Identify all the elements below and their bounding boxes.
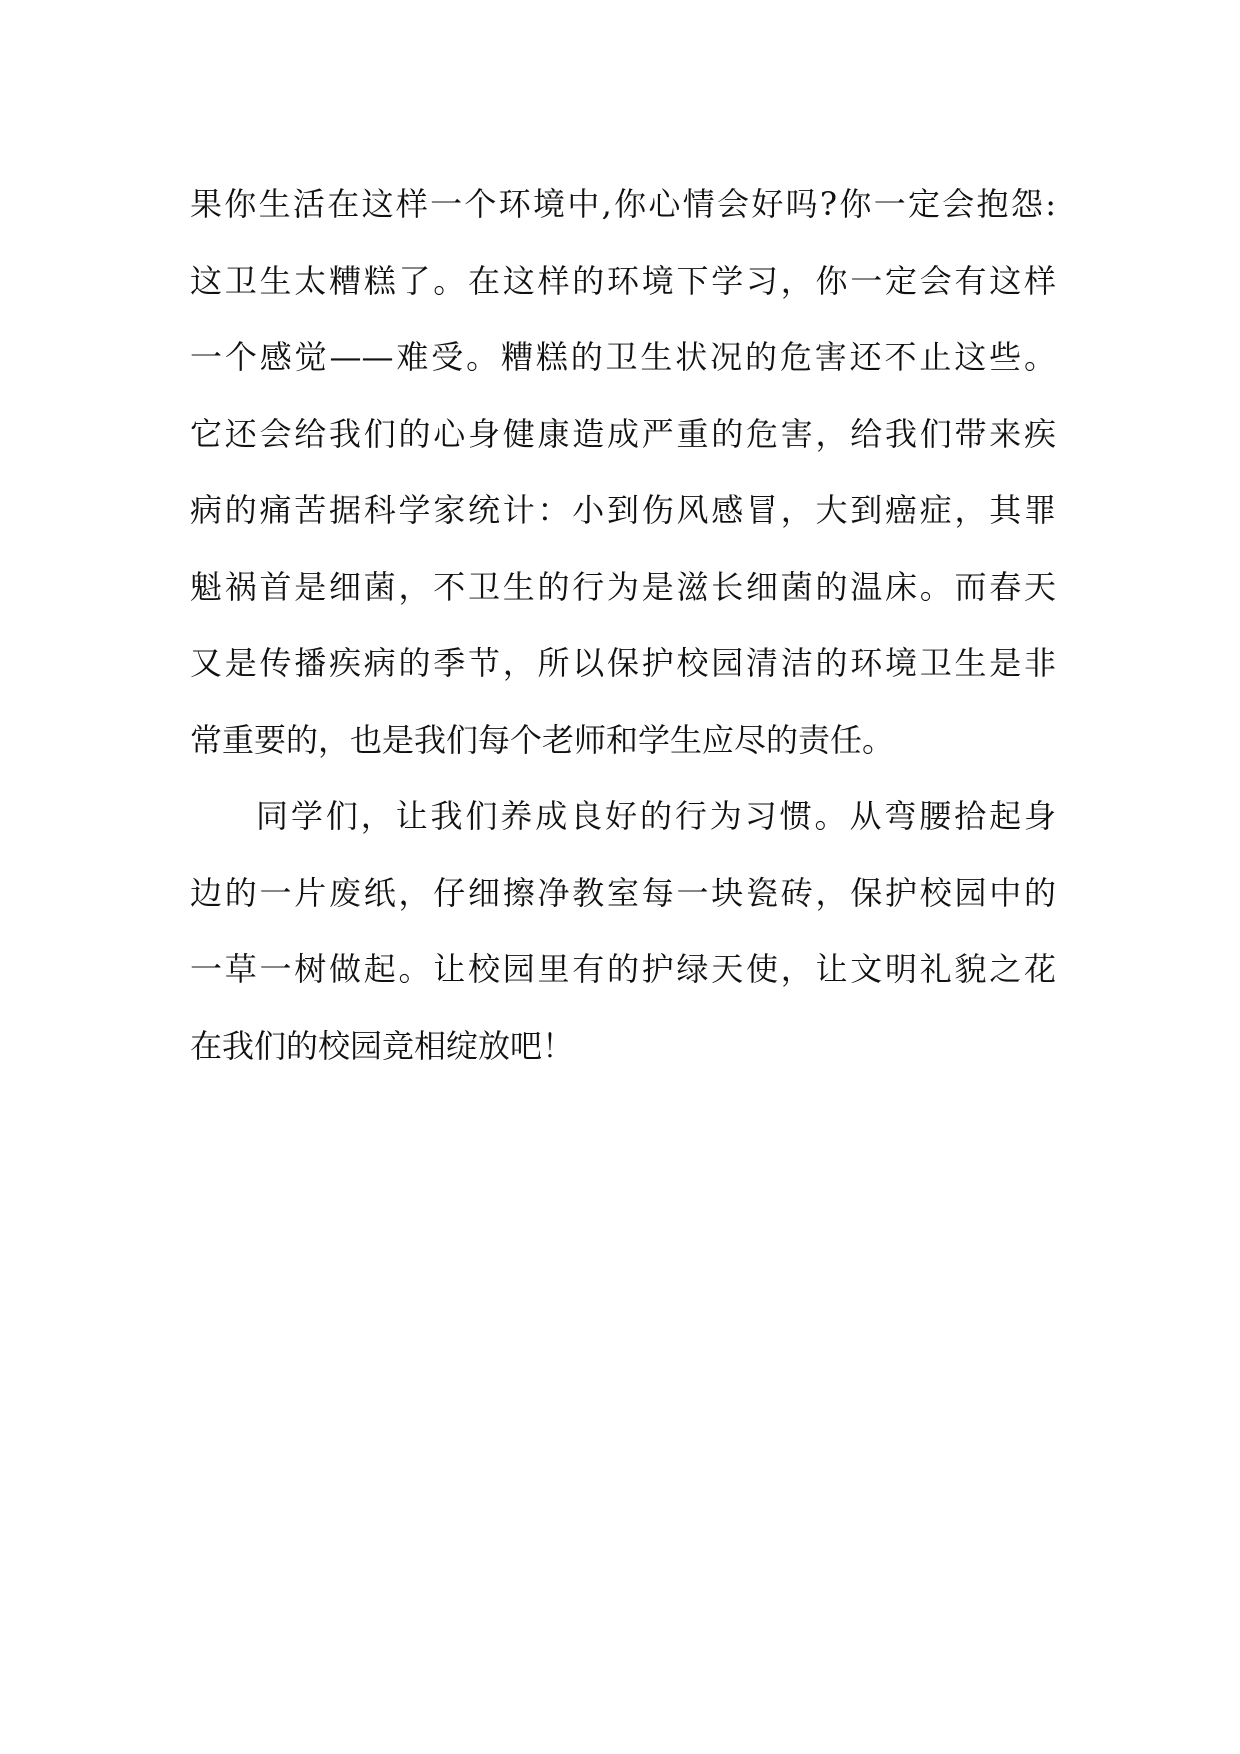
paragraph-1: [190, 166, 1056, 778]
text-line: 病的痛苦据科学家统计：小到伤风感冒，大到癌症，其罪: [190, 491, 1056, 529]
text-line: 一个感觉——难受。糟糕的卫生状况的危害还不止这些。: [190, 338, 1056, 376]
text-line: 在我们的校园竞相绽放吧！: [190, 1026, 575, 1065]
text-line: 常重要的，也是我们每个老师和学生应尽的责任。: [190, 720, 895, 759]
text-line: 魁祸首是细菌，不卫生的行为是滋长细菌的温床。而春天: [190, 567, 1056, 606]
body-text: [190, 166, 1056, 1084]
text-line: 它还会给我们的心身健康造成严重的危害，给我们带来疾: [190, 414, 1056, 453]
text-line: 一草一树做起。让校园里有的护绿天使，让文明礼貌之花: [190, 950, 1056, 988]
text-line: 这卫生太糟糕了。在这样的环境下学习，你一定会有这样: [190, 261, 1056, 300]
paragraph-2: [190, 778, 1056, 1084]
text-line: 边的一片废纸，仔细擦净教室每一块瓷砖，保护校园中的: [190, 873, 1056, 912]
text-line: 又是传播疾病的季节，所以保护校园清洁的环境卫生是非: [190, 644, 1056, 682]
text-line: 同学们，让我们养成良好的行为习惯。从弯腰拾起身: [256, 797, 1056, 835]
text-line: 果你生活在这样一个环境中,你心情会好吗?你一定会抱怨:: [190, 185, 1056, 223]
